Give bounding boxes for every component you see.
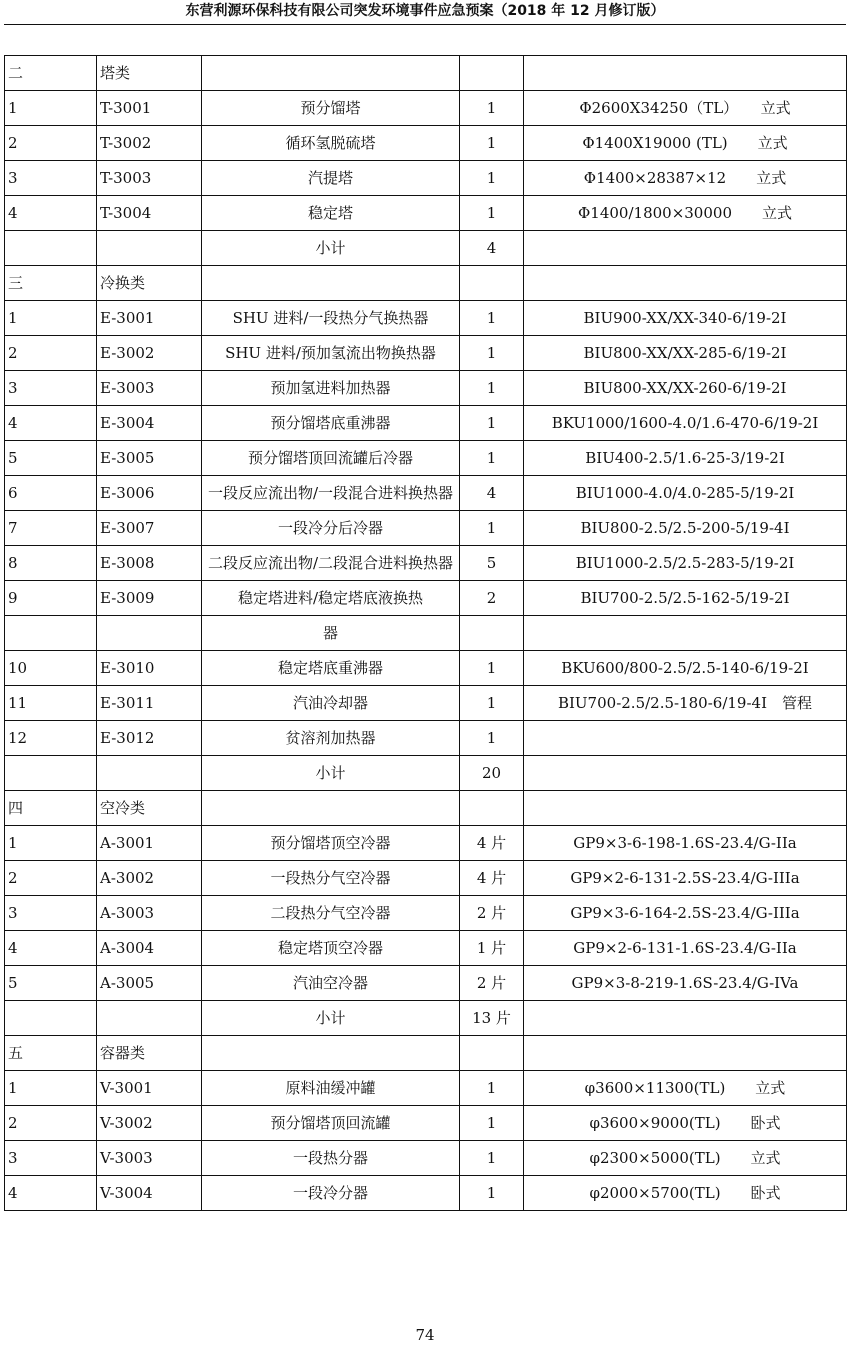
cell-quantity: 2 片 — [460, 896, 524, 931]
cell-name: 预分馏塔底重沸器 — [202, 406, 460, 441]
cell-quantity — [460, 266, 524, 301]
cell-index: 8 — [5, 546, 97, 581]
cell-spec: BIU400-2.5/1.6-25-3/19-2I — [524, 441, 847, 476]
cell-index: 1 — [5, 1071, 97, 1106]
cell-tag: E-3001 — [97, 301, 202, 336]
table-row — [5, 441, 847, 476]
cell-spec: BIU900-XX/XX-340-6/19-2I — [524, 301, 847, 336]
cell-spec: GP9×2-6-131-1.6S-23.4/G-IIa — [524, 931, 847, 966]
cell-name — [202, 266, 460, 301]
cell-quantity — [460, 791, 524, 826]
cell-spec: φ3600×11300(TL) 立式 — [524, 1071, 847, 1106]
cell-name: 循环氢脱硫塔 — [202, 126, 460, 161]
cell-index: 1 — [5, 826, 97, 861]
cell-index: 1 — [5, 301, 97, 336]
cell-tag: T-3001 — [97, 91, 202, 126]
cell-name: 二段热分气空冷器 — [202, 896, 460, 931]
table-row — [5, 126, 847, 161]
cell-spec: GP9×2-6-131-2.5S-23.4/G-IIIa — [524, 861, 847, 896]
cell-index: 3 — [5, 371, 97, 406]
table-row — [5, 791, 847, 826]
cell-index: 1 — [5, 91, 97, 126]
cell-index: 10 — [5, 651, 97, 686]
table-row — [5, 721, 847, 756]
cell-spec: BIU1000-4.0/4.0-285-5/19-2I — [524, 476, 847, 511]
cell-quantity: 4 片 — [460, 826, 524, 861]
cell-tag — [97, 616, 202, 651]
cell-name: 汽提塔 — [202, 161, 460, 196]
header-divider — [4, 24, 846, 25]
cell-quantity: 1 — [460, 651, 524, 686]
cell-quantity: 1 — [460, 1176, 524, 1211]
cell-quantity: 1 — [460, 441, 524, 476]
cell-spec: Φ1400/1800×30000 立式 — [524, 196, 847, 231]
cell-tag: V-3001 — [97, 1071, 202, 1106]
table-row — [5, 896, 847, 931]
cell-index: 3 — [5, 896, 97, 931]
cell-index: 4 — [5, 1176, 97, 1211]
cell-quantity: 1 — [460, 371, 524, 406]
cell-index: 2 — [5, 1106, 97, 1141]
table-row — [5, 56, 847, 91]
table-row — [5, 756, 847, 791]
cell-index: 12 — [5, 721, 97, 756]
table-row — [5, 336, 847, 371]
cell-quantity: 1 — [460, 91, 524, 126]
table-row — [5, 301, 847, 336]
cell-index: 4 — [5, 196, 97, 231]
cell-quantity: 1 片 — [460, 931, 524, 966]
cell-name: 小计 — [202, 756, 460, 791]
cell-spec: BIU1000-2.5/2.5-283-5/19-2I — [524, 546, 847, 581]
cell-spec: BIU700-2.5/2.5-180-6/19-4I 管程 — [524, 686, 847, 721]
cell-spec: φ3600×9000(TL) 卧式 — [524, 1106, 847, 1141]
cell-name: 预分馏塔顶回流罐后冷器 — [202, 441, 460, 476]
table-row — [5, 371, 847, 406]
cell-index: 11 — [5, 686, 97, 721]
cell-index: 2 — [5, 336, 97, 371]
cell-tag: T-3004 — [97, 196, 202, 231]
table-row — [5, 511, 847, 546]
cell-tag: A-3004 — [97, 931, 202, 966]
cell-index — [5, 231, 97, 266]
cell-name: 稳定塔进料/稳定塔底液换热 — [202, 581, 460, 616]
cell-index: 5 — [5, 441, 97, 476]
table-row — [5, 581, 847, 616]
cell-spec: BIU800-XX/XX-285-6/19-2I — [524, 336, 847, 371]
cell-quantity: 1 — [460, 511, 524, 546]
cell-name: 原料油缓冲罐 — [202, 1071, 460, 1106]
cell-tag: A-3005 — [97, 966, 202, 1001]
table-row — [5, 966, 847, 1001]
cell-spec: BIU800-XX/XX-260-6/19-2I — [524, 371, 847, 406]
cell-name: 稳定塔顶空冷器 — [202, 931, 460, 966]
cell-name: 汽油冷却器 — [202, 686, 460, 721]
cell-spec — [524, 756, 847, 791]
cell-quantity: 1 — [460, 1071, 524, 1106]
cell-name: 器 — [202, 616, 460, 651]
cell-index: 3 — [5, 1141, 97, 1176]
cell-index: 2 — [5, 126, 97, 161]
cell-quantity — [460, 1036, 524, 1071]
cell-quantity: 2 片 — [460, 966, 524, 1001]
cell-index — [5, 1001, 97, 1036]
cell-name: 预分馏塔顶空冷器 — [202, 826, 460, 861]
cell-name: 一段热分气空冷器 — [202, 861, 460, 896]
cell-tag: E-3003 — [97, 371, 202, 406]
cell-quantity: 1 — [460, 126, 524, 161]
cell-spec — [524, 56, 847, 91]
cell-spec: Φ1400×28387×12 立式 — [524, 161, 847, 196]
cell-quantity: 1 — [460, 161, 524, 196]
table-row — [5, 616, 847, 651]
cell-name: 一段热分器 — [202, 1141, 460, 1176]
cell-index: 5 — [5, 966, 97, 1001]
cell-name: 预加氢进料加热器 — [202, 371, 460, 406]
cell-quantity: 1 — [460, 721, 524, 756]
cell-quantity: 1 — [460, 1106, 524, 1141]
cell-quantity: 1 — [460, 406, 524, 441]
cell-index: 4 — [5, 406, 97, 441]
cell-name: 贫溶剂加热器 — [202, 721, 460, 756]
cell-spec — [524, 231, 847, 266]
cell-tag: E-3005 — [97, 441, 202, 476]
cell-tag: V-3002 — [97, 1106, 202, 1141]
table-row — [5, 1001, 847, 1036]
cell-spec: BIU800-2.5/2.5-200-5/19-4I — [524, 511, 847, 546]
cell-tag: 冷换类 — [97, 266, 202, 301]
cell-quantity: 1 — [460, 336, 524, 371]
table-row — [5, 861, 847, 896]
cell-name: SHU 进料/一段热分气换热器 — [202, 301, 460, 336]
cell-tag: E-3012 — [97, 721, 202, 756]
table-row — [5, 1036, 847, 1071]
cell-name: 二段反应流出物/二段混合进料换热器 — [202, 546, 460, 581]
cell-name: 预分馏塔 — [202, 91, 460, 126]
table-row — [5, 651, 847, 686]
cell-tag: E-3008 — [97, 546, 202, 581]
cell-spec — [524, 721, 847, 756]
cell-name: 一段冷分器 — [202, 1176, 460, 1211]
cell-tag: 塔类 — [97, 56, 202, 91]
cell-spec: BKU1000/1600-4.0/1.6-470-6/19-2I — [524, 406, 847, 441]
cell-spec — [524, 791, 847, 826]
cell-quantity: 13 片 — [460, 1001, 524, 1036]
cell-index: 7 — [5, 511, 97, 546]
cell-index: 五 — [5, 1036, 97, 1071]
cell-tag: E-3004 — [97, 406, 202, 441]
cell-index — [5, 756, 97, 791]
cell-tag: E-3010 — [97, 651, 202, 686]
cell-tag: E-3011 — [97, 686, 202, 721]
cell-tag: A-3001 — [97, 826, 202, 861]
cell-name: 一段反应流出物/一段混合进料换热器 — [202, 476, 460, 511]
table-row — [5, 476, 847, 511]
cell-name: 稳定塔 — [202, 196, 460, 231]
cell-tag: T-3003 — [97, 161, 202, 196]
equipment-table — [4, 55, 847, 1211]
cell-tag: 空冷类 — [97, 791, 202, 826]
cell-index: 2 — [5, 861, 97, 896]
cell-spec: GP9×3-6-198-1.6S-23.4/G-IIa — [524, 826, 847, 861]
table-row — [5, 161, 847, 196]
table-row — [5, 406, 847, 441]
cell-index — [5, 616, 97, 651]
cell-name: 一段冷分后冷器 — [202, 511, 460, 546]
cell-spec: φ2000×5700(TL) 卧式 — [524, 1176, 847, 1211]
cell-tag: A-3002 — [97, 861, 202, 896]
cell-index: 3 — [5, 161, 97, 196]
table-row — [5, 546, 847, 581]
cell-name: 小计 — [202, 1001, 460, 1036]
cell-quantity — [460, 56, 524, 91]
cell-tag: V-3004 — [97, 1176, 202, 1211]
cell-index: 二 — [5, 56, 97, 91]
cell-name: 小计 — [202, 231, 460, 266]
cell-spec — [524, 1036, 847, 1071]
table-row — [5, 1176, 847, 1211]
cell-tag — [97, 756, 202, 791]
cell-index: 四 — [5, 791, 97, 826]
cell-spec: φ2300×5000(TL) 立式 — [524, 1141, 847, 1176]
cell-quantity: 1 — [460, 301, 524, 336]
cell-tag: E-3007 — [97, 511, 202, 546]
cell-spec: GP9×3-8-219-1.6S-23.4/G-IVa — [524, 966, 847, 1001]
cell-index: 三 — [5, 266, 97, 301]
cell-name: 预分馏塔顶回流罐 — [202, 1106, 460, 1141]
cell-tag — [97, 231, 202, 266]
table-row — [5, 1106, 847, 1141]
cell-quantity: 20 — [460, 756, 524, 791]
cell-spec — [524, 616, 847, 651]
cell-spec: Φ2600X34250（TL） 立式 — [524, 91, 847, 126]
cell-name — [202, 791, 460, 826]
cell-quantity — [460, 616, 524, 651]
cell-index: 9 — [5, 581, 97, 616]
cell-name: 稳定塔底重沸器 — [202, 651, 460, 686]
cell-name: 汽油空冷器 — [202, 966, 460, 1001]
table-row — [5, 1141, 847, 1176]
cell-quantity: 4 — [460, 231, 524, 266]
table-row — [5, 231, 847, 266]
cell-spec: Φ1400X19000 (TL) 立式 — [524, 126, 847, 161]
cell-quantity: 1 — [460, 1141, 524, 1176]
cell-tag — [97, 1001, 202, 1036]
cell-tag: T-3002 — [97, 126, 202, 161]
cell-tag: E-3006 — [97, 476, 202, 511]
table-row — [5, 266, 847, 301]
cell-spec — [524, 1001, 847, 1036]
cell-quantity: 4 片 — [460, 861, 524, 896]
cell-quantity: 1 — [460, 196, 524, 231]
document-header: 东营利源环保科技有限公司突发环境事件应急预案（2018 年 12 月修订版） — [185, 3, 665, 19]
cell-tag: V-3003 — [97, 1141, 202, 1176]
cell-quantity: 4 — [460, 476, 524, 511]
table-row — [5, 91, 847, 126]
cell-quantity: 2 — [460, 581, 524, 616]
cell-spec — [524, 266, 847, 301]
cell-name — [202, 1036, 460, 1071]
table-row — [5, 196, 847, 231]
cell-name: SHU 进料/预加氢流出物换热器 — [202, 336, 460, 371]
table-row — [5, 826, 847, 861]
table-row — [5, 686, 847, 721]
cell-index: 4 — [5, 931, 97, 966]
cell-spec: BKU600/800-2.5/2.5-140-6/19-2I — [524, 651, 847, 686]
cell-tag: E-3009 — [97, 581, 202, 616]
cell-quantity: 5 — [460, 546, 524, 581]
equipment-table-body — [5, 56, 847, 1211]
table-row — [5, 931, 847, 966]
cell-spec: GP9×3-6-164-2.5S-23.4/G-IIIa — [524, 896, 847, 931]
cell-tag: E-3002 — [97, 336, 202, 371]
cell-tag: A-3003 — [97, 896, 202, 931]
cell-index: 6 — [5, 476, 97, 511]
cell-tag: 容器类 — [97, 1036, 202, 1071]
table-row — [5, 1071, 847, 1106]
cell-name — [202, 56, 460, 91]
page-number: 74 — [415, 1326, 435, 1344]
cell-spec: BIU700-2.5/2.5-162-5/19-2I — [524, 581, 847, 616]
cell-quantity: 1 — [460, 686, 524, 721]
